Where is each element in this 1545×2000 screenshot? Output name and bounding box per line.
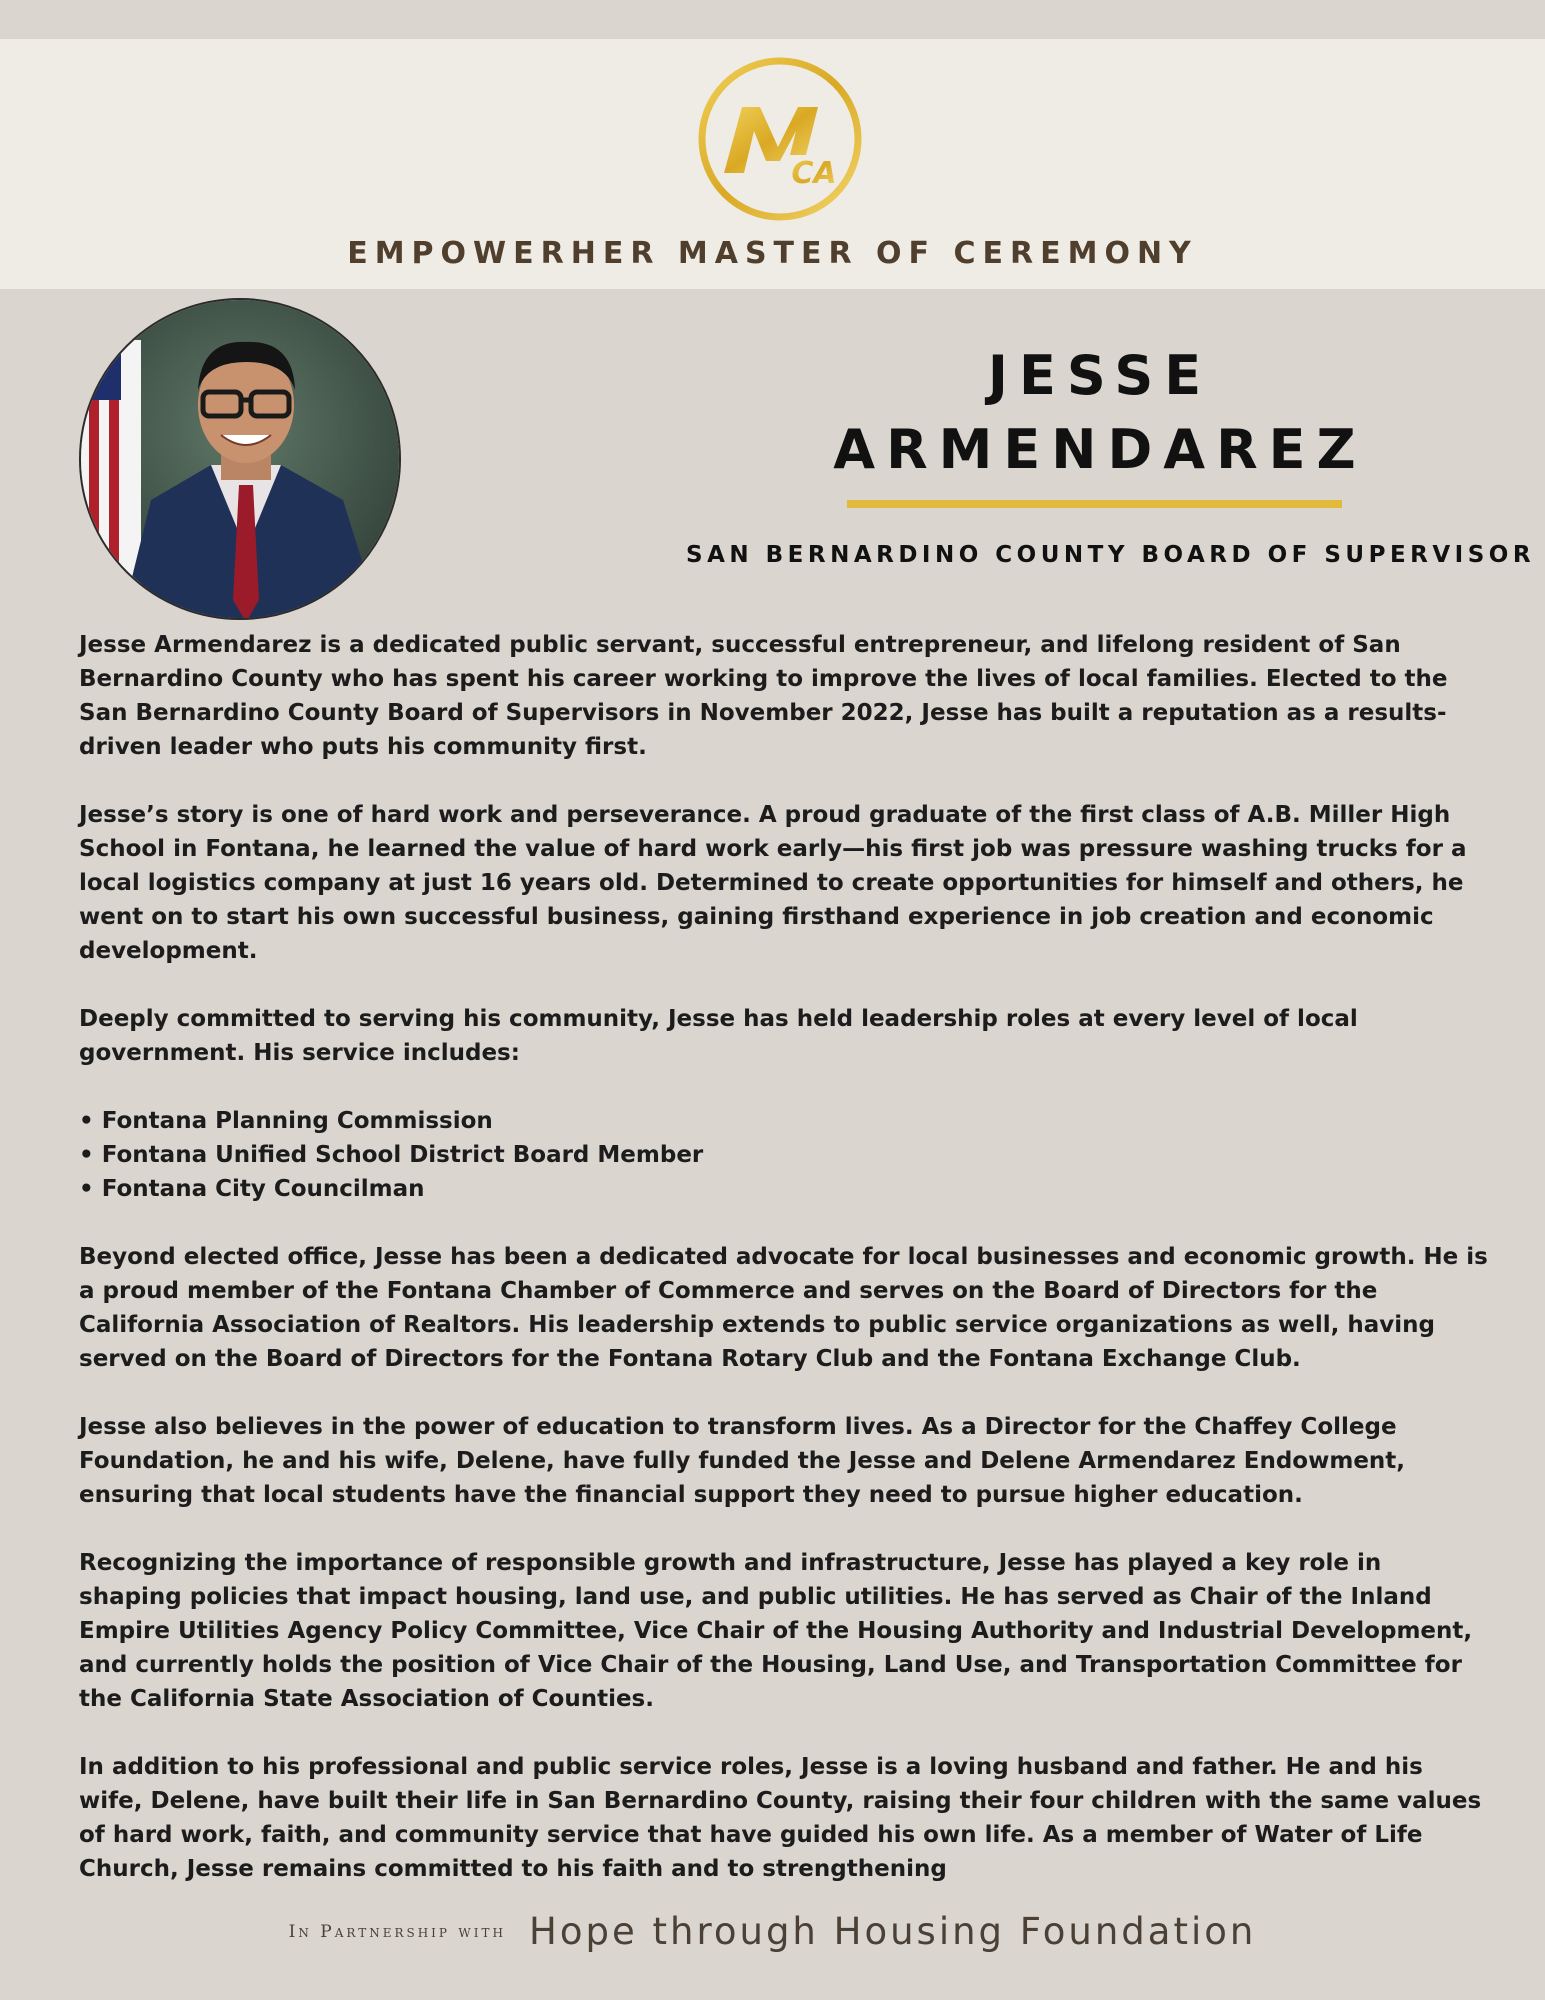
- bio-paragraph: Beyond elected office, Jesse has been a dedicated advocate for local businesses and economic growth. He is a proud member of the Fontana Chamber of Commerce and serves on the Board of Directors for the California Association of Realtors. His leadership extends to public service organizations as well, having served on the Board of Directors for the Fontana Rotary Club and the Fontana Exchange Club.: [79, 1244, 1488, 1372]
- bio-paragraph: Deeply committed to serving his community, Jesse has held leadership roles at every level of local government. His service includes:: [79, 1006, 1358, 1066]
- svg-text:CA: CA: [791, 156, 837, 191]
- biography: [79, 628, 1489, 1920]
- portrait-photo: [79, 298, 401, 620]
- service-list-item: • Fontana Unified School District Board Member: [79, 1138, 1489, 1172]
- partner-organization: Hope through Housing Foundation: [529, 1910, 1257, 1953]
- bio-paragraph: In addition to his professional and public service roles, Jesse is a loving husband and father. He and his wife, Delene, have built their life in San Bernardino County, raising their four children with the same values of hard work, faith, and community service that have guided his own life. As a member of Water of Life Church, Jesse remains committed to his faith and to strengthening: [79, 1754, 1482, 1882]
- person-first-name: JESSE: [987, 344, 1213, 407]
- bio-paragraph: Jesse’s story is one of hard work and perseverance. A proud graduate of the first class of A.B. Miller High School in Fontana, he learned the value of hard work early—his first job was pressure washing trucks for a local logistics company at just 16 years old. Determined to create opportunities for himself and others, he went on to start his own successful business, gaining firsthand experience in job creation and economic development.: [79, 802, 1467, 964]
- partnership-lead: In Partnership with: [288, 1921, 506, 1942]
- partnership-footer: [0, 1910, 1545, 1953]
- person-last-name: ARMENDAREZ: [833, 418, 1367, 481]
- bio-paragraph: Recognizing the importance of responsible growth and infrastructure, Jesse has played a key role in shaping policies that impact housing, land use, and public utilities. He has served as Chair of the Inland Empire Utilities Agency Policy Committee, Vice Chair of the Housing Authority and Industrial Development, and currently holds the position of Vice Chair of the Housing, Land Use, and Transportation Committee for the California State Association of Counties.: [79, 1550, 1473, 1712]
- service-list-item: • Fontana City Councilman: [79, 1172, 1489, 1206]
- person-role: SAN BERNARDINO COUNTY BOARD OF SUPERVISOR: [686, 542, 1536, 568]
- bio-paragraph: Jesse Armendarez is a dedicated public servant, successful entrepreneur, and lifelong resident of San Bernardino County who has spent his career working to improve the lives of local families. Elected to the San Bernardino County Board of Supervisors in November 2022, Jesse has built a reputation as a results-driven leader who puts his community first.: [79, 632, 1448, 760]
- event-title: EMPOWERHER MASTER OF CEREMONY: [347, 236, 1198, 271]
- name-underline-divider: [847, 500, 1342, 508]
- mca-logo-icon: [696, 55, 864, 223]
- service-list: [79, 1104, 1489, 1206]
- service-list-item: • Fontana Planning Commission: [79, 1104, 1489, 1138]
- bio-paragraph: Jesse also believes in the power of education to transform lives. As a Director for the Chaffey College Foundation, he and his wife, Delene, have fully funded the Jesse and Delene Armendarez Endowment, ensuring that local students have the financial support they need to pursue higher education.: [79, 1414, 1406, 1508]
